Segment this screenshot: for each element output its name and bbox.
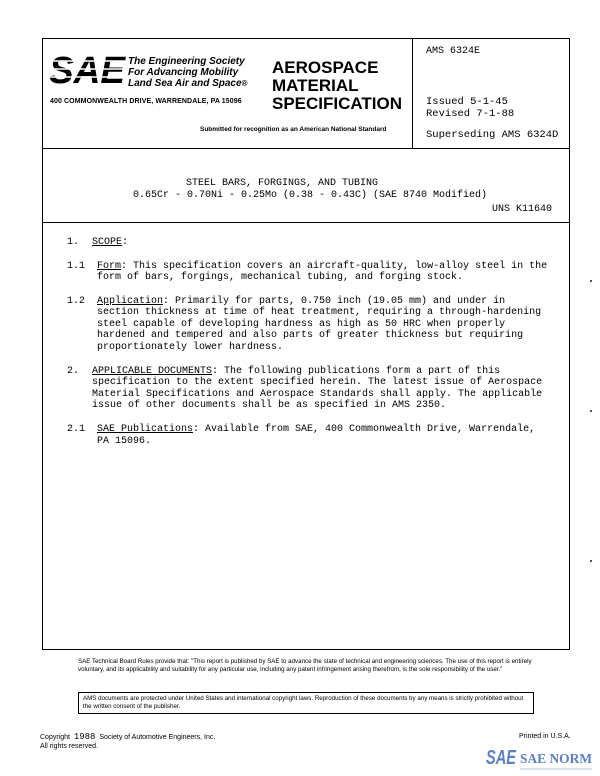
tagline-line-1: The Engineering Society <box>128 56 245 67</box>
header-divider <box>42 148 570 149</box>
watermark-logo: SAE <box>486 747 517 769</box>
section-1-2-line-1 <box>97 296 505 308</box>
section-2-text-1: : The following publications form a part of this <box>212 366 501 377</box>
section-2-label: APPLICABLE DOCUMENTS <box>92 366 213 377</box>
copyright-year: 1988 <box>73 732 96 742</box>
tagline-line-2: For Advancing Mobility <box>128 67 239 78</box>
title-line-2: 0.65Cr - 0.70Ni - 0.25Mo (0.38 - 0.43C) (SAE 8740 Modified) <box>133 190 488 201</box>
section-1-2-text-1: : Primarily for parts, 0.750 inch (19.05 mm) and under in <box>163 296 506 307</box>
watermark-text: SAE NORM <box>520 752 592 767</box>
sae-logo <box>48 50 128 90</box>
section-1-1-line-2: form of bars, forgings, mechanical tubing, and forging stock. <box>97 272 464 283</box>
printed-in: Printed in U.S.A. <box>519 733 571 740</box>
tagline-line-3 <box>128 78 247 89</box>
rights-reserved: All rights reserved. <box>40 743 98 750</box>
section-2-line-4: issue of other documents shall be as specified in AMS 2350. <box>92 400 447 411</box>
copyright-holder: Society of Automotive Engineers, Inc. <box>99 734 216 741</box>
section-1-1-text-1: : This specification covers an aircraft-quality, low-alloy steel in the <box>121 261 548 272</box>
section-2-1-text-1: : Available from SAE, 400 Commonwealth Drive, Warrendale, <box>193 424 536 435</box>
section-1-2-line-4: hardened and tempered and also parts of greater thickness but requiring <box>97 330 524 341</box>
section-1-number: 1. <box>67 237 80 248</box>
section-1-1-number: 1.1 <box>67 261 86 272</box>
section-1-2-line-3: steel capable of developing hardness as high as 50 HRC when properly <box>97 319 506 330</box>
superseding-note: Superseding AMS 6324D <box>426 129 559 141</box>
tagline-line-3-text: Land Sea Air and Space <box>128 78 242 89</box>
section-2-1-label: SAE Publications <box>97 424 194 435</box>
margin-mark <box>590 560 592 562</box>
section-1-heading <box>92 237 128 249</box>
section-1-2-line-5: proportionately lower hardness. <box>97 342 284 353</box>
ansi-submission-note: Submitted for recognition as an American National Standard <box>200 126 387 133</box>
section-2-number: 2. <box>67 366 80 377</box>
copyright-line <box>40 733 215 742</box>
spec-number: AMS 6324E <box>426 46 481 57</box>
section-1-2-label: Application <box>97 296 164 307</box>
uns-number: UNS K11640 <box>492 204 553 215</box>
copyright-prefix: Copyright <box>40 734 70 741</box>
section-2-line-2: specification to the extent specified herein. The latest issue of Aerospace <box>92 377 543 388</box>
title-divider <box>42 222 570 223</box>
section-2-1-line-2: PA 15096. <box>97 436 152 447</box>
revised-date: Revised 7-1-88 <box>426 108 515 120</box>
section-1-title: SCOPE <box>92 237 123 248</box>
copyright-notice-box <box>78 692 534 714</box>
section-2-line-3: Material Specifications and Aerospace Standards shall apply. The applicable <box>92 389 543 400</box>
section-1-2-line-2: section thickness at time of heat treatment, requiring a through-hardening <box>97 307 542 318</box>
section-1-1-label: Form <box>97 261 122 272</box>
title-line-1: STEEL BARS, FORGINGS, AND TUBING <box>186 178 379 189</box>
section-1-1-line-1 <box>97 261 547 273</box>
issued-date: Issued 5-1-45 <box>426 96 508 108</box>
section-2-1-number: 2.1 <box>67 424 86 435</box>
spec-title-line-2: MATERIAL <box>272 76 359 95</box>
section-2-1-line-1 <box>97 424 535 436</box>
header-vertical-divider <box>412 38 413 148</box>
spec-title-line-3: SPECIFICATION <box>272 94 403 113</box>
section-1-2-number: 1.2 <box>67 296 86 307</box>
margin-mark <box>590 410 592 412</box>
margin-mark <box>590 280 592 282</box>
copyright-notice: AMS documents are protected under United States and international copyright laws. Reproduction of these documents by any means is strictly prohibited without the written consent of the publisher. <box>83 695 524 710</box>
registered-mark: ® <box>241 79 248 88</box>
sae-norm-watermark <box>486 744 594 772</box>
sae-logo-text: SAE <box>49 50 127 90</box>
section-1-colon: : <box>122 237 129 248</box>
copyright-block <box>40 733 215 751</box>
section-2-line-1 <box>92 366 500 378</box>
technical-board-rules: SAE Technical Board Rules provide that: "This report is published by SAE to advance the state of technical and engineering sciences. The use of this report is entirely voluntary, and its applicability and suitability for any particular use, including any patent infringement arising therefrom, is the sole responsibility of the user." <box>78 658 532 673</box>
spec-title-line-1: AEROSPACE <box>272 58 379 77</box>
society-address: 400 COMMONWEALTH DRIVE, WARRENDALE, PA 15096 <box>50 98 242 105</box>
